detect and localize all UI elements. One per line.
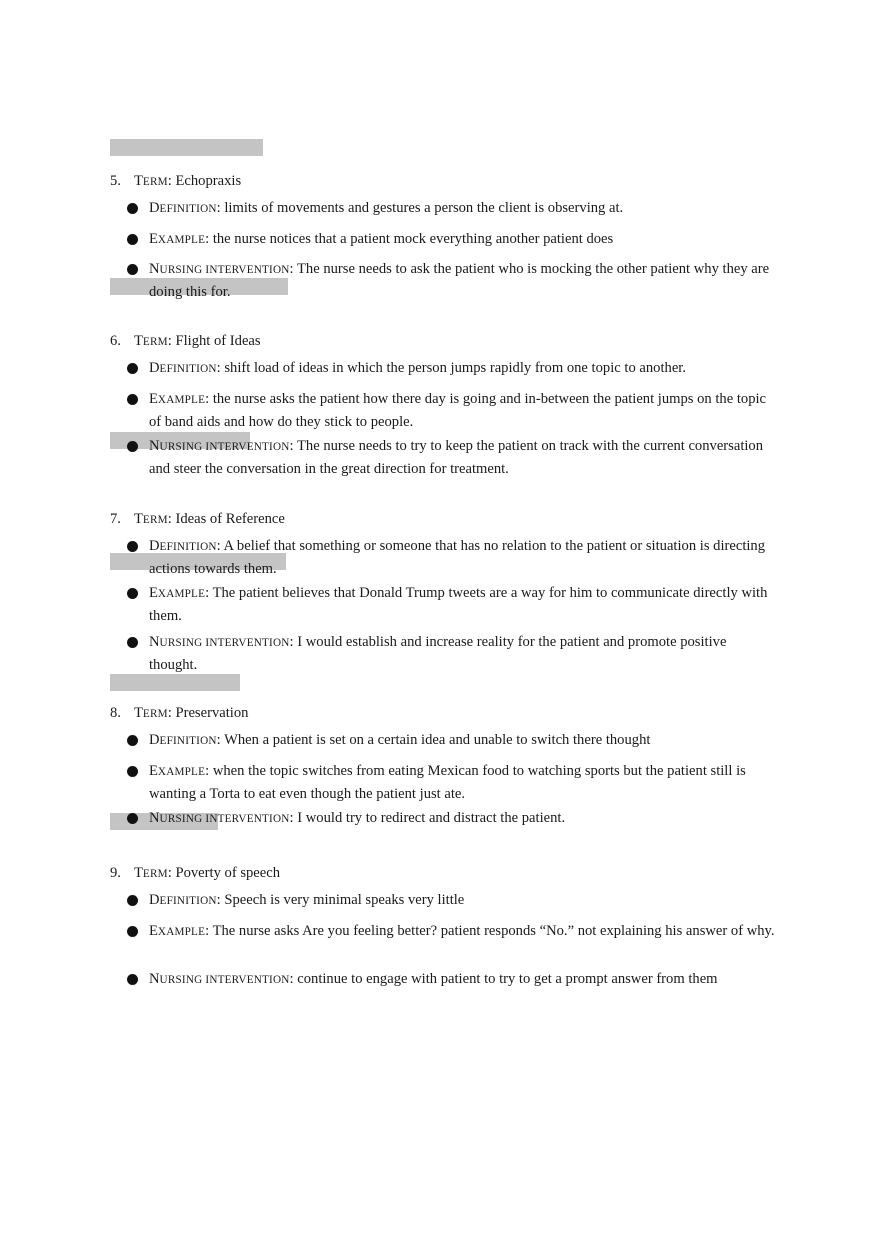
example-bullet: EXAMPLE: when the topic switches from eating Mexican food to watching sports but the patient still is wanting a Torta to eat even though the patient just ate.: [127, 760, 777, 805]
definition-text: : limits of movements and gestures a person the client is observing at.: [216, 200, 624, 216]
definition-bullet: DEFINITION: A belief that something or someone that has no relation to the patient or situation is directing actions towards them.: [127, 535, 777, 580]
term-name: : Preservation: [167, 705, 249, 721]
definition-text: : When a patient is set on a certain idea and unable to switch there thought: [216, 732, 651, 748]
example-bullet: EXAMPLE: the nurse notices that a patient mock everything another patient does: [127, 228, 777, 251]
definition-bullet: DEFINITION: Speech is very minimal speaks very little: [127, 889, 777, 912]
bullet-icon: [127, 813, 138, 824]
bullet-icon: [127, 637, 138, 648]
intervention-bullet: NURSING INTERVENTION: The nurse needs to ask the patient who is mocking the other patient why they are doing this for.: [127, 258, 777, 303]
term-heading: 5. TERM: Echopraxis: [110, 173, 242, 189]
bullet-icon: [127, 203, 138, 214]
item-number: 8.: [110, 705, 121, 721]
example-text: : when the topic switches from eating Mexican food to watching sports but the patient still is wanting a Torta to eat even though the patient just ate.: [149, 763, 746, 802]
bullet-icon: [127, 895, 138, 906]
item-number: 5.: [110, 173, 121, 189]
intervention-bullet: NURSING INTERVENTION: continue to engage with patient to try to get a prompt answer from them: [127, 968, 777, 991]
definition-text: : shift load of ideas in which the person jumps rapidly from one topic to another.: [216, 360, 686, 376]
definition-text: : Speech is very minimal speaks very little: [216, 892, 465, 908]
bullet-icon: [127, 363, 138, 374]
bullet-icon: [127, 766, 138, 777]
intervention-text: : The nurse needs to try to keep the patient on track with the current conversation and steer the conversation in the great direction for treatment.: [149, 438, 764, 477]
bullet-icon: [127, 735, 138, 746]
example-text: : the nurse asks the patient how there day is going and in-between the patient jumps on the topic of band aids and how do they stick to people.: [149, 391, 767, 430]
term-name: : Poverty of speech: [167, 865, 281, 881]
example-text: : The nurse asks Are you feeling better? patient responds “No.” not explaining his answer of why.: [205, 923, 775, 939]
intervention-bullet: NURSING INTERVENTION: I would try to redirect and distract the patient.: [127, 807, 777, 830]
example-bullet: EXAMPLE: the nurse asks the patient how there day is going and in-between the patient jumps on the topic of band aids and how do they stick to people.: [127, 388, 777, 433]
definition-bullet: DEFINITION: shift load of ideas in which the person jumps rapidly from one topic to another.: [127, 357, 777, 380]
item-number: 9.: [110, 865, 121, 881]
term-name: : Ideas of Reference: [167, 511, 285, 527]
intervention-text: : The nurse needs to ask the patient who is mocking the other patient why they are doing this for.: [149, 261, 770, 300]
intervention-text: : I would establish and increase reality for the patient and promote positive thought.: [149, 634, 727, 673]
item-number: 7.: [110, 511, 121, 527]
intervention-text: : continue to engage with patient to try to get a prompt answer from them: [289, 971, 718, 987]
bullet-icon: [127, 264, 138, 275]
example-bullet: EXAMPLE: The patient believes that Donald Trump tweets are a way for him to communicate directly with them.: [127, 582, 777, 627]
redaction-bar: [110, 674, 240, 691]
definition-text: : A belief that something or someone that has no relation to the patient or situation is directing actions towards them.: [149, 538, 766, 577]
redaction-bar: [110, 139, 263, 156]
item-number: 6.: [110, 333, 121, 349]
term-name: : Flight of Ideas: [167, 333, 261, 349]
term-name: : Echopraxis: [167, 173, 242, 189]
term-heading: 9. TERM: Poverty of speech: [110, 865, 281, 881]
bullet-icon: [127, 234, 138, 245]
example-text: : The patient believes that Donald Trump tweets are a way for him to communicate directly with them.: [149, 585, 768, 624]
example-bullet: EXAMPLE: The nurse asks Are you feeling better? patient responds “No.” not explaining his answer of why.: [127, 920, 777, 943]
term-heading: 6. TERM: Flight of Ideas: [110, 333, 261, 349]
intervention-bullet: NURSING INTERVENTION: The nurse needs to try to keep the patient on track with the current conversation and steer the conversation in the great direction for treatment.: [127, 435, 777, 480]
bullet-icon: [127, 926, 138, 937]
intervention-bullet: NURSING INTERVENTION: I would establish and increase reality for the patient and promote positive thought.: [127, 631, 777, 676]
definition-bullet: DEFINITION: limits of movements and gestures a person the client is observing at.: [127, 197, 777, 220]
example-text: : the nurse notices that a patient mock everything another patient does: [205, 231, 614, 247]
intervention-text: : I would try to redirect and distract the patient.: [289, 810, 566, 826]
definition-bullet: DEFINITION: When a patient is set on a certain idea and unable to switch there thought: [127, 729, 777, 752]
term-heading: 8. TERM: Preservation: [110, 705, 249, 721]
bullet-icon: [127, 541, 138, 552]
term-heading: 7. TERM: Ideas of Reference: [110, 511, 285, 527]
bullet-icon: [127, 588, 138, 599]
bullet-icon: [127, 441, 138, 452]
bullet-icon: [127, 974, 138, 985]
bullet-icon: [127, 394, 138, 405]
